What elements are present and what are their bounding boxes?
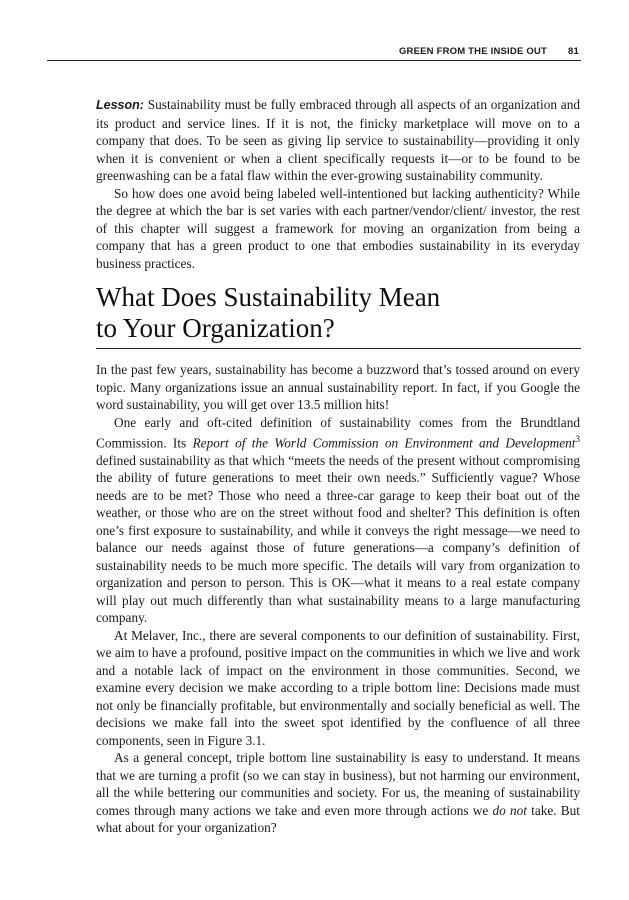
lesson-label: Lesson: [96, 98, 144, 112]
brundtland-text-start: One early and oft-cited definition of sustainability comes from the Brundtland Commission. Its [96, 414, 580, 451]
triple-bottom-line-end: take. But what about for your organization? [96, 802, 580, 836]
body-paragraph-framework: So how does one avoid being labeled well-intentioned but lacking authenticity? While the degree at which the bar is set varies with each partner/vendor/client/ investor, the rest of this chapter will suggest a framework for moving an organization from being a company that has a green product to one that embodies sustainability in its everyday business practices. [96, 185, 580, 271]
body-paragraph-triple-bottom-line [96, 749, 580, 837]
triple-bottom-line-text: As a general concept, triple bottom line sustainability is easy to understand. It means that we are turning a profit (so we can stay in business), but not harming our environment, all the while bettering our communities and society. For us, the meaning of sustainability comes through many actions we take and even more through actions we [96, 750, 580, 818]
brundtland-text-rest: defined sustainability as that which “meets the needs of the present without compromising the ability of future generations to meet their own needs.” Sufficiently vague? Whose needs are to be met? Those who need a three-car garage to keep their boat out of the weather, or those who are on the street without food and shelter? This definition is often one’s first exposure to sustainability, and while it conveys the right message—we need to balance our needs against those of future generations—a company’s definition of sustainability needs to be much more specific. The details will vary from organization to organization and person to person. This is OK—what it means to a real estate company will play out much differently than what sustainability means to a large manufacturing company. [96, 452, 580, 626]
body-paragraph-brundtland [96, 414, 580, 627]
footnote-marker: 3 [575, 434, 580, 444]
lesson-paragraph [96, 96, 580, 185]
lesson-text: Sustainability must be fully embraced through all aspects of an organization and its product and service lines. If it is not, the finicky marketplace will move on to a company that does. To be seen as giving lip service to sustainability—providing it only when it is convenient or when a client specifically requests it—or to be found to be greenwashing can be a fatal flaw within the ever-growing sustainability community. [96, 97, 580, 183]
do-not-emphasis: do not [492, 802, 527, 818]
section-heading-line-2: to Your Organization? [96, 313, 335, 343]
report-title: Report of the World Commission on Environment and Development [192, 435, 576, 451]
page-number: 81 [568, 46, 579, 57]
running-header [47, 38, 581, 61]
lesson-block [96, 96, 580, 272]
running-header-title: GREEN FROM THE INSIDE OUT [398, 46, 547, 57]
section-heading-line-1: What Does Sustainability Mean [96, 282, 441, 312]
body-paragraph-melaver: At Melaver, Inc., there are several components to our definition of sustainability. First, we aim to have a profound, positive impact on the communities in which we live and work and a notable lack of impact on the environment in those communities. Second, we examine every decision we make according to a triple bottom line: Decisions made must not only be financially profitable, but environmentally and socially beneficial as well. The decisions we make fall into the sweet spot identified by the confluence of all three components, seen in Figure 3.1. [96, 627, 580, 748]
section-heading [96, 282, 581, 349]
body-paragraph-buzzword: In the past few years, sustainability has become a buzzword that’s tossed around on every topic. Many organizations issue an annual sustainability report. In fact, if you Google the word sustainability, you will get over 13.5 million hits! [96, 362, 580, 412]
section-body [96, 361, 580, 837]
